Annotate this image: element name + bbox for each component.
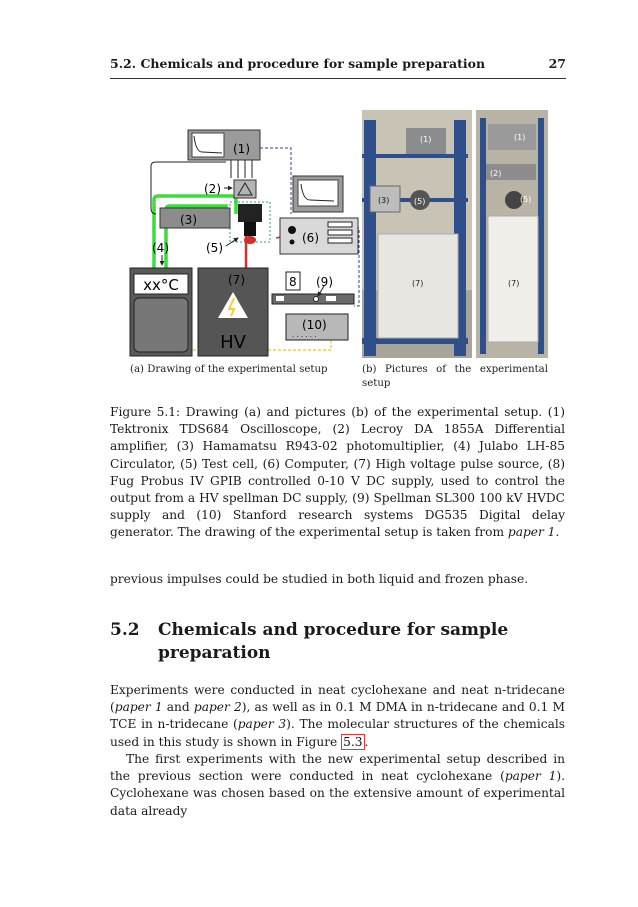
photo-label-b1: (1) [514,133,526,142]
p1-paper-2-ref: paper 2 [193,700,242,715]
paragraph-2 [110,751,565,820]
scope-probes [231,158,252,178]
computer-drive-2 [328,230,352,235]
p1-paper-1-ref: paper 1 [114,700,163,715]
blue-gpib-cable [260,148,291,214]
setup-drawing-svg [126,118,364,362]
running-head [110,56,566,79]
circulator-temperature: xx°C [143,276,179,294]
p1-text-2: and [162,700,194,715]
paragraph-1 [110,682,565,751]
hvdc-knob [314,297,319,302]
test-cell-top [238,204,262,222]
photo-label-b2: (2) [490,169,502,178]
p2-text-1: The first experiments with the new experimental setup described in the previous section were conducted in neat cyclohexane ( [110,752,565,784]
label-10: (10) [302,318,327,332]
hvdc-display [276,296,284,301]
circulator-bath [134,298,188,352]
computer-monitor-screen [298,180,338,206]
figure-caption-end: . [555,525,560,540]
p1-text-3: ), as well as in 0.1 M DMA in n-tridecane and 0.1 M TCE in n-tridecane ( [110,700,565,732]
setup-photos [362,110,548,358]
p2-paper-1-ref: paper 1 [504,769,557,784]
photo-label-b7: (7) [508,279,520,288]
oscilloscope-screen [192,133,224,157]
label-9: (9) [316,275,333,289]
hvdc-meter [326,296,336,301]
hv-label: HV [220,332,246,353]
figure-caption-text: Figure 5.1: Drawing (a) and pictures (b) of the experimental setup. (1) Tektronix TDS684 Oscilloscope, (2) Lecroy DA 1855A Differential amplifier, (3) Hamamatsu R943-02 photomultiplier, (4) Julabo LH-85 Circulator, (5) Test cell, (6) Computer, (7) High voltage pulse source, (8) Fug Probus IV GPIB controlled 0-10 V DC supply, used to control the output from a HV spellman DC supply, (9) Spellman SL300 100 kV HVDC supply and (10) Stanford research systems DG535 Digital delay generator. The drawing of the experimental setup is taken from [110,405,565,540]
p1-text-4: ). The molecular structures of the chemicals used in this study is shown in Figure [110,717,565,749]
photo-label-a3: (3) [378,196,390,205]
setup-drawing [126,118,364,362]
photo-right-rack-post-right [538,118,544,354]
photo-left-shelf-bottom [362,338,468,344]
subcaption-b: (b) Pictures of the experimental setup [362,364,548,389]
label-5: (5) [206,241,223,255]
label-3: (3) [180,213,197,227]
section-title: Chemicals and procedure for sample preparation [158,620,509,663]
figure-5-3-link[interactable]: 5.3 [343,734,363,749]
label-2: (2) [204,182,221,196]
computer-drive-3 [328,238,352,243]
figure-caption [110,404,565,542]
label-6: (6) [302,231,319,245]
test-cell-needle [244,236,256,244]
p1-text-5: . [364,734,369,749]
label-1: (1) [233,142,250,156]
test-cell-electrode [244,222,256,236]
subcaption-a: (a) Drawing of the experimental setup [130,364,328,375]
photo-label-a1: (1) [420,135,432,144]
section-number: 5.2 [110,620,140,640]
running-head-title: 5.2. Chemicals and procedure for sample preparation [110,56,486,71]
figure-caption-paper-ref: paper 1 [507,525,556,540]
page-number: 27 [548,56,566,71]
setup-photos-svg [362,110,548,358]
photo-label-b5: (5) [520,195,532,204]
label-8: 8 [289,275,297,289]
computer-power-button [288,226,296,234]
computer-led [290,240,295,245]
delay-generator-dots: . . . . . . [292,331,317,339]
photo-right-oscilloscope [488,124,536,150]
photo-label-a5: (5) [414,197,426,206]
photo-label-a7: (7) [412,279,424,288]
p1-paper-3-ref: paper 3 [237,717,287,732]
label-4: (4) [152,241,169,255]
label-7: (7) [228,273,245,287]
p1-text-1: Experiments were conducted in neat cyclohexane and neat n-tridecane ( [110,683,565,715]
computer-drive-1 [328,222,352,227]
continuation-paragraph: previous impulses could be studied in both liquid and frozen phase. [110,572,529,586]
photo-right-rack-post-left [480,118,486,354]
photo-left-shelf-1 [362,154,468,158]
p2-text-2: ). Cyclohexane was chosen based on the extensive amount of experimental data already [110,769,565,818]
